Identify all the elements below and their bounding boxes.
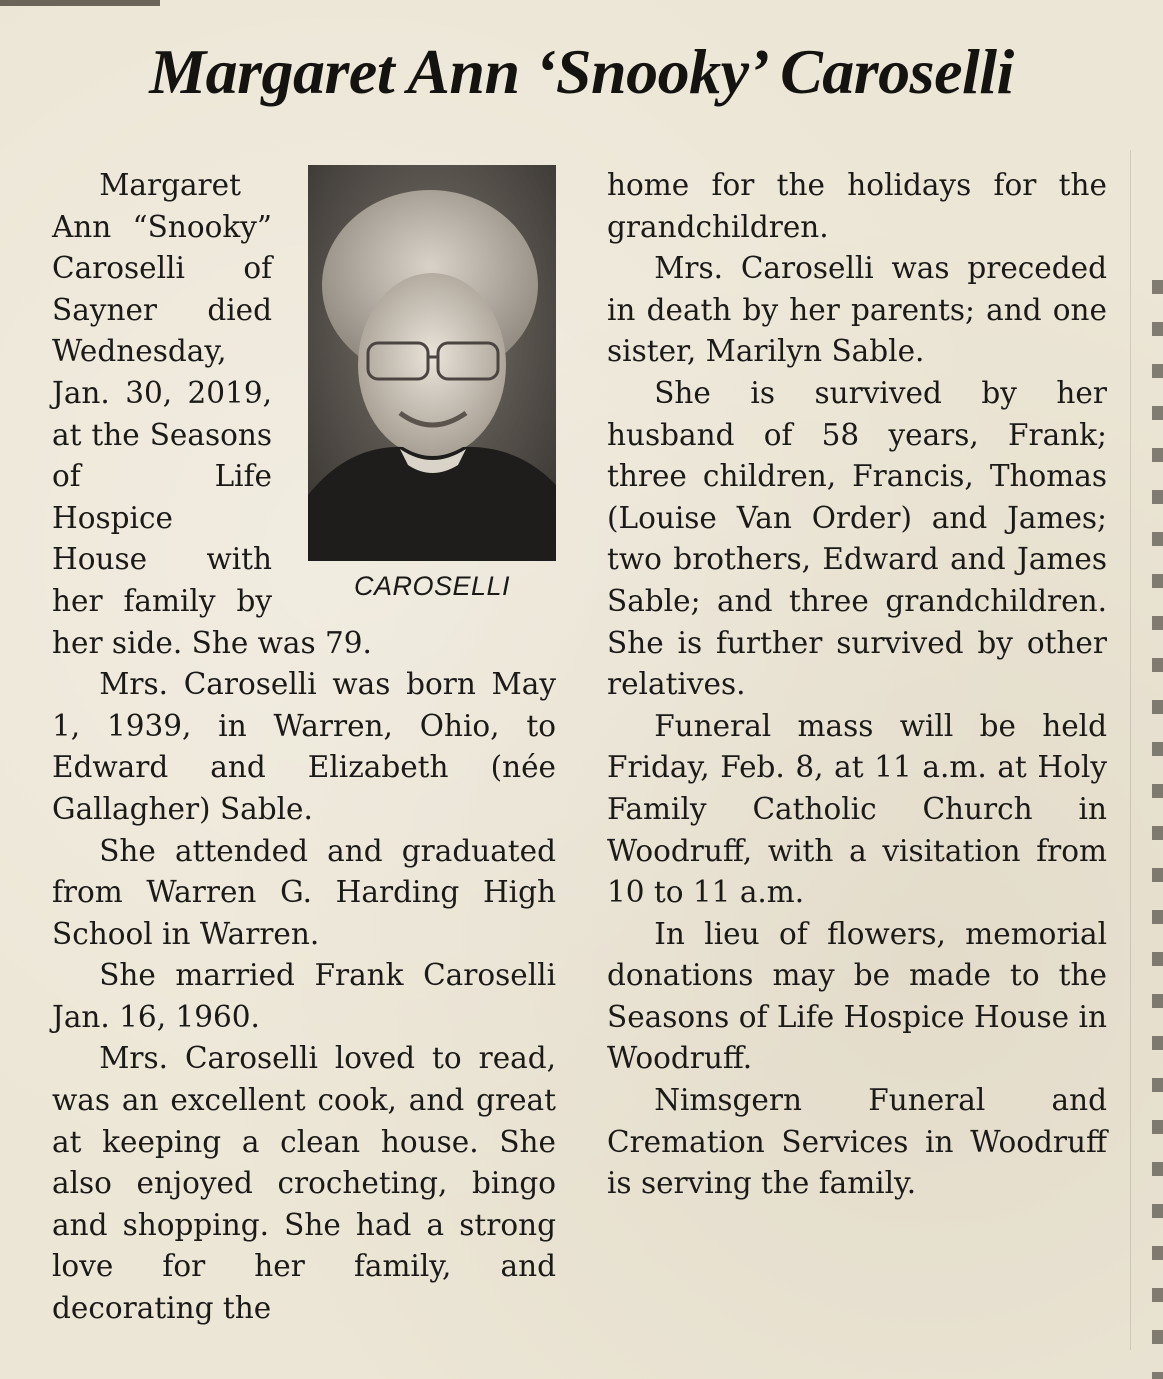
portrait-photo xyxy=(308,165,556,561)
obituary-headline: Margaret Ann ‘Snooky’ Caroselli xyxy=(149,36,1014,107)
paragraph-education: She attended and graduated from Warren G. Harding High School in Warren. xyxy=(52,833,556,951)
paragraph-funeral: Funeral mass will be held Friday, Feb. 8, at 11 a.m. at Holy Family Catholic Church in Woodruff, with a visitation from 10 to 11 a.m. xyxy=(607,708,1107,910)
top-rule xyxy=(0,0,160,6)
column-divider xyxy=(1130,150,1131,1350)
paragraph-birth: Mrs. Caroselli was born May 1, 1939, in Warren, Ohio, to Edward and Elizabeth (née Gallagher) Sable. xyxy=(52,667,556,826)
adjacent-column-edge xyxy=(1152,280,1163,1379)
paragraph-memorials: In lieu of flowers, memorial donations may be made to the Seasons of Life Hospice House in Woodruff. xyxy=(607,916,1107,1076)
right-column xyxy=(607,165,1107,1205)
left-column xyxy=(52,165,556,1330)
portrait-illustration xyxy=(308,165,556,561)
paragraph-continuation: home for the holidays for the grandchildren. xyxy=(607,168,1107,244)
paragraph-survivors: She is survived by her husband of 58 years, Frank; three children, Francis, Thomas (Louise Van Order) and James; two brothers, Edward and James Sable; and three grandchildren. She is further survived by other relatives. xyxy=(607,375,1107,702)
paragraph-marriage: She married Frank Caroselli Jan. 16, 1960. xyxy=(52,958,556,1034)
paragraph-death-notice: Margaret Ann “Snooky” Caroselli of Sayner died Wednesday, Jan. 30, 2019, at the Seasons of Life Hospice House with her family by her side. She was 79. xyxy=(52,168,372,660)
photo-caption: CAROSELLI xyxy=(353,571,511,601)
photo-block xyxy=(286,165,556,610)
paragraph-interests: Mrs. Caroselli loved to read, was an excellent cook, and great at keeping a clean house. She also enjoyed crocheting, bingo and shopping. She had a strong love for her family, and decorating the xyxy=(52,1041,556,1326)
paragraph-preceded: Mrs. Caroselli was preceded in death by her parents; and one sister, Marilyn Sable. xyxy=(607,251,1107,369)
paragraph-funeral-home: Nimsgern Funeral and Cremation Services in Woodruff is serving the family. xyxy=(607,1083,1107,1201)
